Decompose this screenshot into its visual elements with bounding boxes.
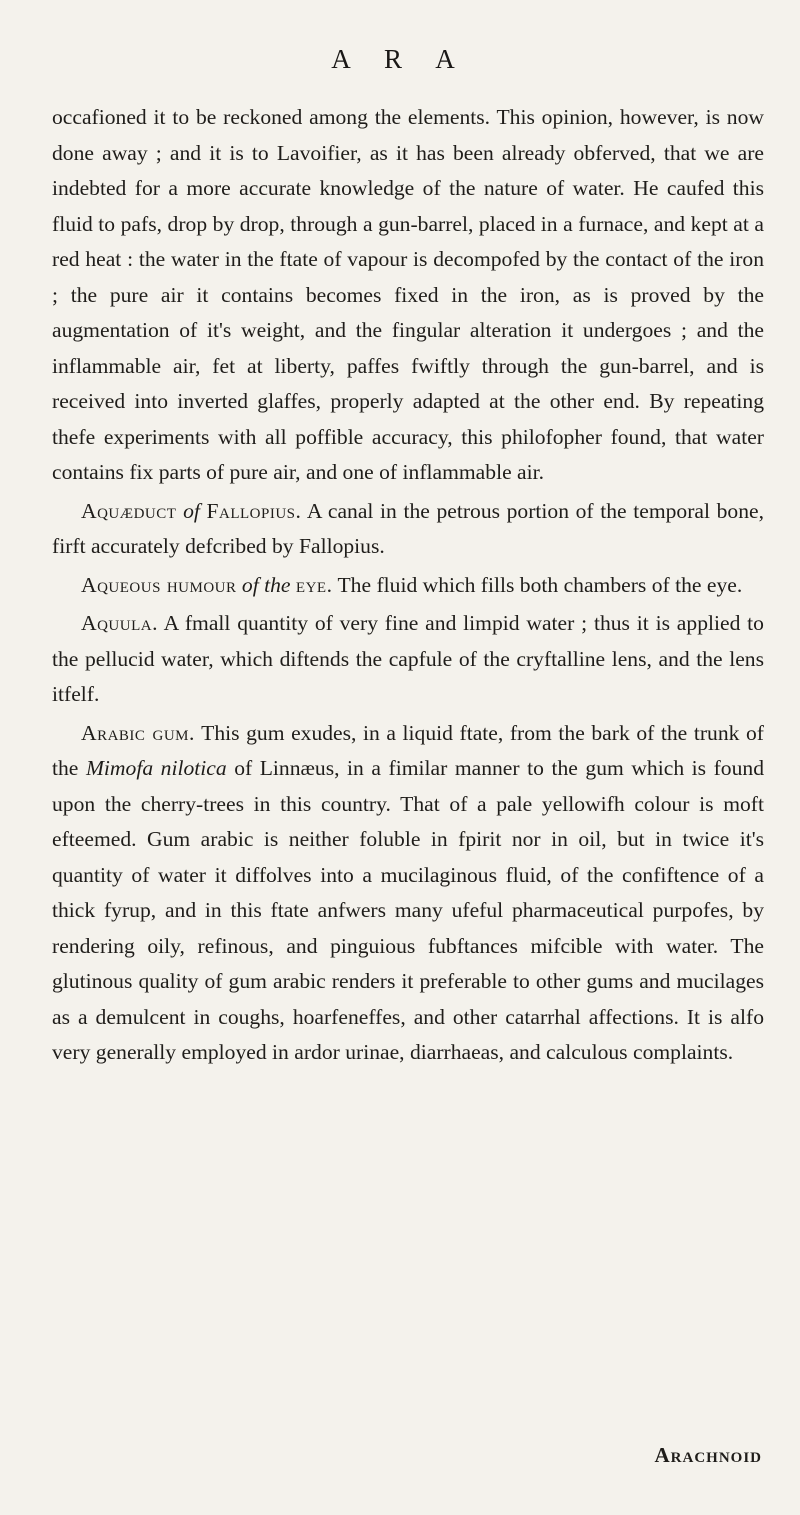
entry-aquula <box>52 606 764 713</box>
entry-headword-tail: Fallopius. <box>206 498 302 523</box>
entry-aqueduct <box>52 494 764 565</box>
paragraph-continuation: occafioned it to be reckoned among the elements. This opinion, however, is now done away ; and it is to Lavoifier, as it has been already obferved, that we are indebted for a more accurate knowledge of the nature of water. He caufed this fluid to pafs, drop by drop, through a gun-barrel, placed in a furnace, and kept at a red heat : the water in the ftate of vapour is decompofed by the contact of the iron ; the pure air it contains becomes fixed in the iron, as is proved by the augmentation of it's weight, and the fingular alteration it undergoes ; and the inflammable air, fet at liberty, paffes fwiftly through the gun-barrel, and is received into inverted glaffes, properly adapted at the other end. By repeating thefe experiments with all poffible accuracy, this philofopher found, that water contains fix parts of pure air, and one of inflammable air. <box>52 105 764 484</box>
entry-aqueous-humour <box>52 568 764 604</box>
entry-headword: Aqueous humour <box>81 572 237 597</box>
running-head: A R A <box>331 44 469 74</box>
entry-definition: of Linnæus, in a fimilar manner to the gum which is found upon the cherry-trees in this country. That of a pale yellowifh colour is moft efteemed. Gum arabic is neither foluble in fpirit nor in oil, but in twice it's quantity of water it diffolves into a mucilaginous fluid, of the confiftence of a thick fyrup, and in this ftate anfwers many ufeful pharmaceutical purpofes, by rendering oily, refinous, and pinguious fubftances mifcible with water. The glutinous quality of gum arabic renders it preferable to other gums and mucilages as a demulcent in coughs, hoarfeneffes, and other catarrhal affections. It is alfo very generally employed in ardor urinae, diarrhaeas, and calculous complaints. <box>52 756 764 1064</box>
entry-definition: The fluid which fills both chambers of the eye. <box>337 572 743 597</box>
page-body <box>52 100 764 1071</box>
entry-definition: A fmall quantity of very fine and limpid water ; thus it is applied to the pellucid water, which diftends the capfule of the cryftalline lens, and the lens itfelf. <box>52 611 764 706</box>
entry-headword: Aquæduct <box>81 498 177 523</box>
entry-definition: A canal in the petrous portion of the temporal bone, firft accurately defcribed by Fallopius. <box>52 498 764 558</box>
catchword: Arachnoid <box>654 1443 762 1467</box>
entry-arabic-gum <box>52 716 764 1071</box>
entry-definition-start: This gum exudes, in a liquid ftate, from the bark of the trunk of the <box>52 720 764 780</box>
entry-headword-italic: of <box>183 498 200 523</box>
entry-species-name: Mimofa nilotica <box>85 756 227 780</box>
entry-headword-tail: eye. <box>295 572 333 597</box>
entry-headword-italic: of the <box>241 572 291 597</box>
entry-headword: Arabic gum. <box>81 720 195 745</box>
entry-headword: Aquula. <box>81 611 158 635</box>
